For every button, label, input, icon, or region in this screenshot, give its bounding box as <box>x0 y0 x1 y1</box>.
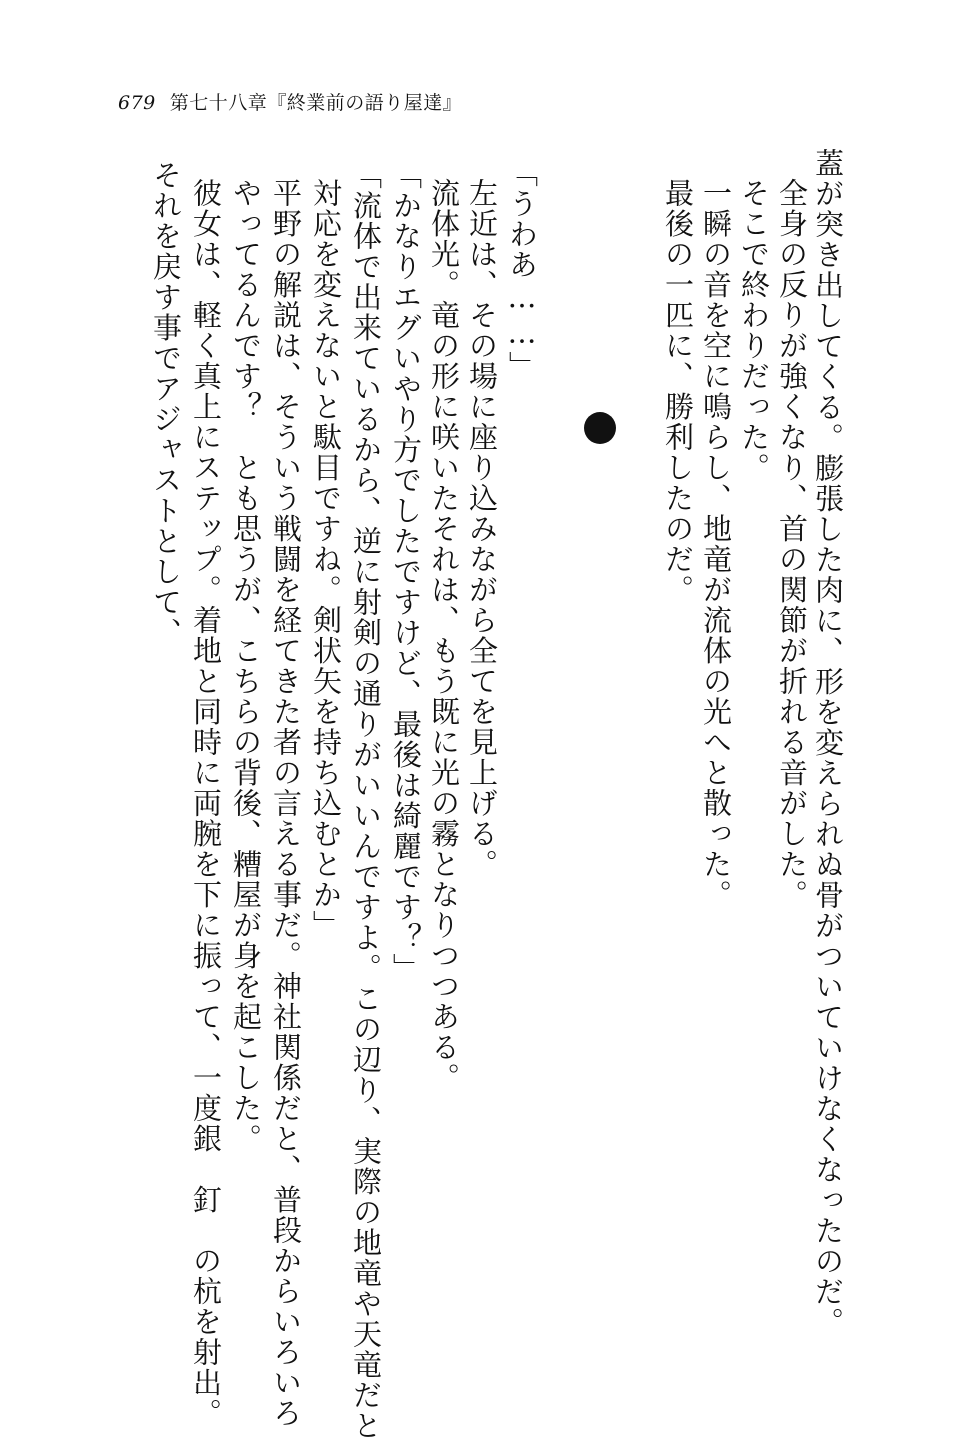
page-header <box>118 88 462 115</box>
section-break-dot <box>584 412 616 444</box>
text-column: 左近は、その場に座り込みながら全てを見上げる。 <box>465 178 499 880</box>
text-column: 全身の反りが強くなり、首の関節が折れる音がした。 <box>775 178 809 910</box>
text-column: それを戻す事でアジャストとして、 <box>149 160 183 648</box>
chapter-title: 第七十八章『終業前の語り屋達』 <box>169 92 463 114</box>
text-column: 「流体で出来ているから、逆に射剣の通りがいいんですよ。この辺り、実際の地竜や天竜だと <box>349 160 383 1441</box>
text-column: やってるんです？ とも思うが、こちらの背後、糟屋が身を起こした。 <box>229 178 263 1154</box>
text-column: そこで終わりだった。 <box>737 178 771 483</box>
text-column: 「うわあ……」 <box>505 158 539 382</box>
text-column: 蓋が突き出してくる。膨張した肉に、形を変えられぬ骨がついていけなくなったのだ。 <box>811 148 845 1338</box>
text-column: 一瞬の音を空に鳴らし、地竜が流体の光へと散った。 <box>699 178 733 910</box>
text-column: 最後の一匹に、勝利したのだ。 <box>661 178 695 605</box>
text-column: 「かなりエグいやり方でしたですけど、最後は綺麗です？」 <box>389 160 423 984</box>
text-column: 平野の解説は、そういう戦闘を経てきた者の言える事だ。神社関係だと、普段からいろいろ <box>269 178 303 1429</box>
page-number: 679 <box>118 92 156 114</box>
text-column: 対応を変えないと駄目ですね。剣状矢を持ち込むとか」 <box>309 178 343 941</box>
text-column: 流体光。竜の形に咲いたそれは、もう既に光の霧となりつつある。 <box>427 178 461 1093</box>
text-column: 彼女は、軽く真上にステップ。着地と同時に両腕を下に振って、一度銀 釘 の杭を射出。 <box>189 178 223 1429</box>
